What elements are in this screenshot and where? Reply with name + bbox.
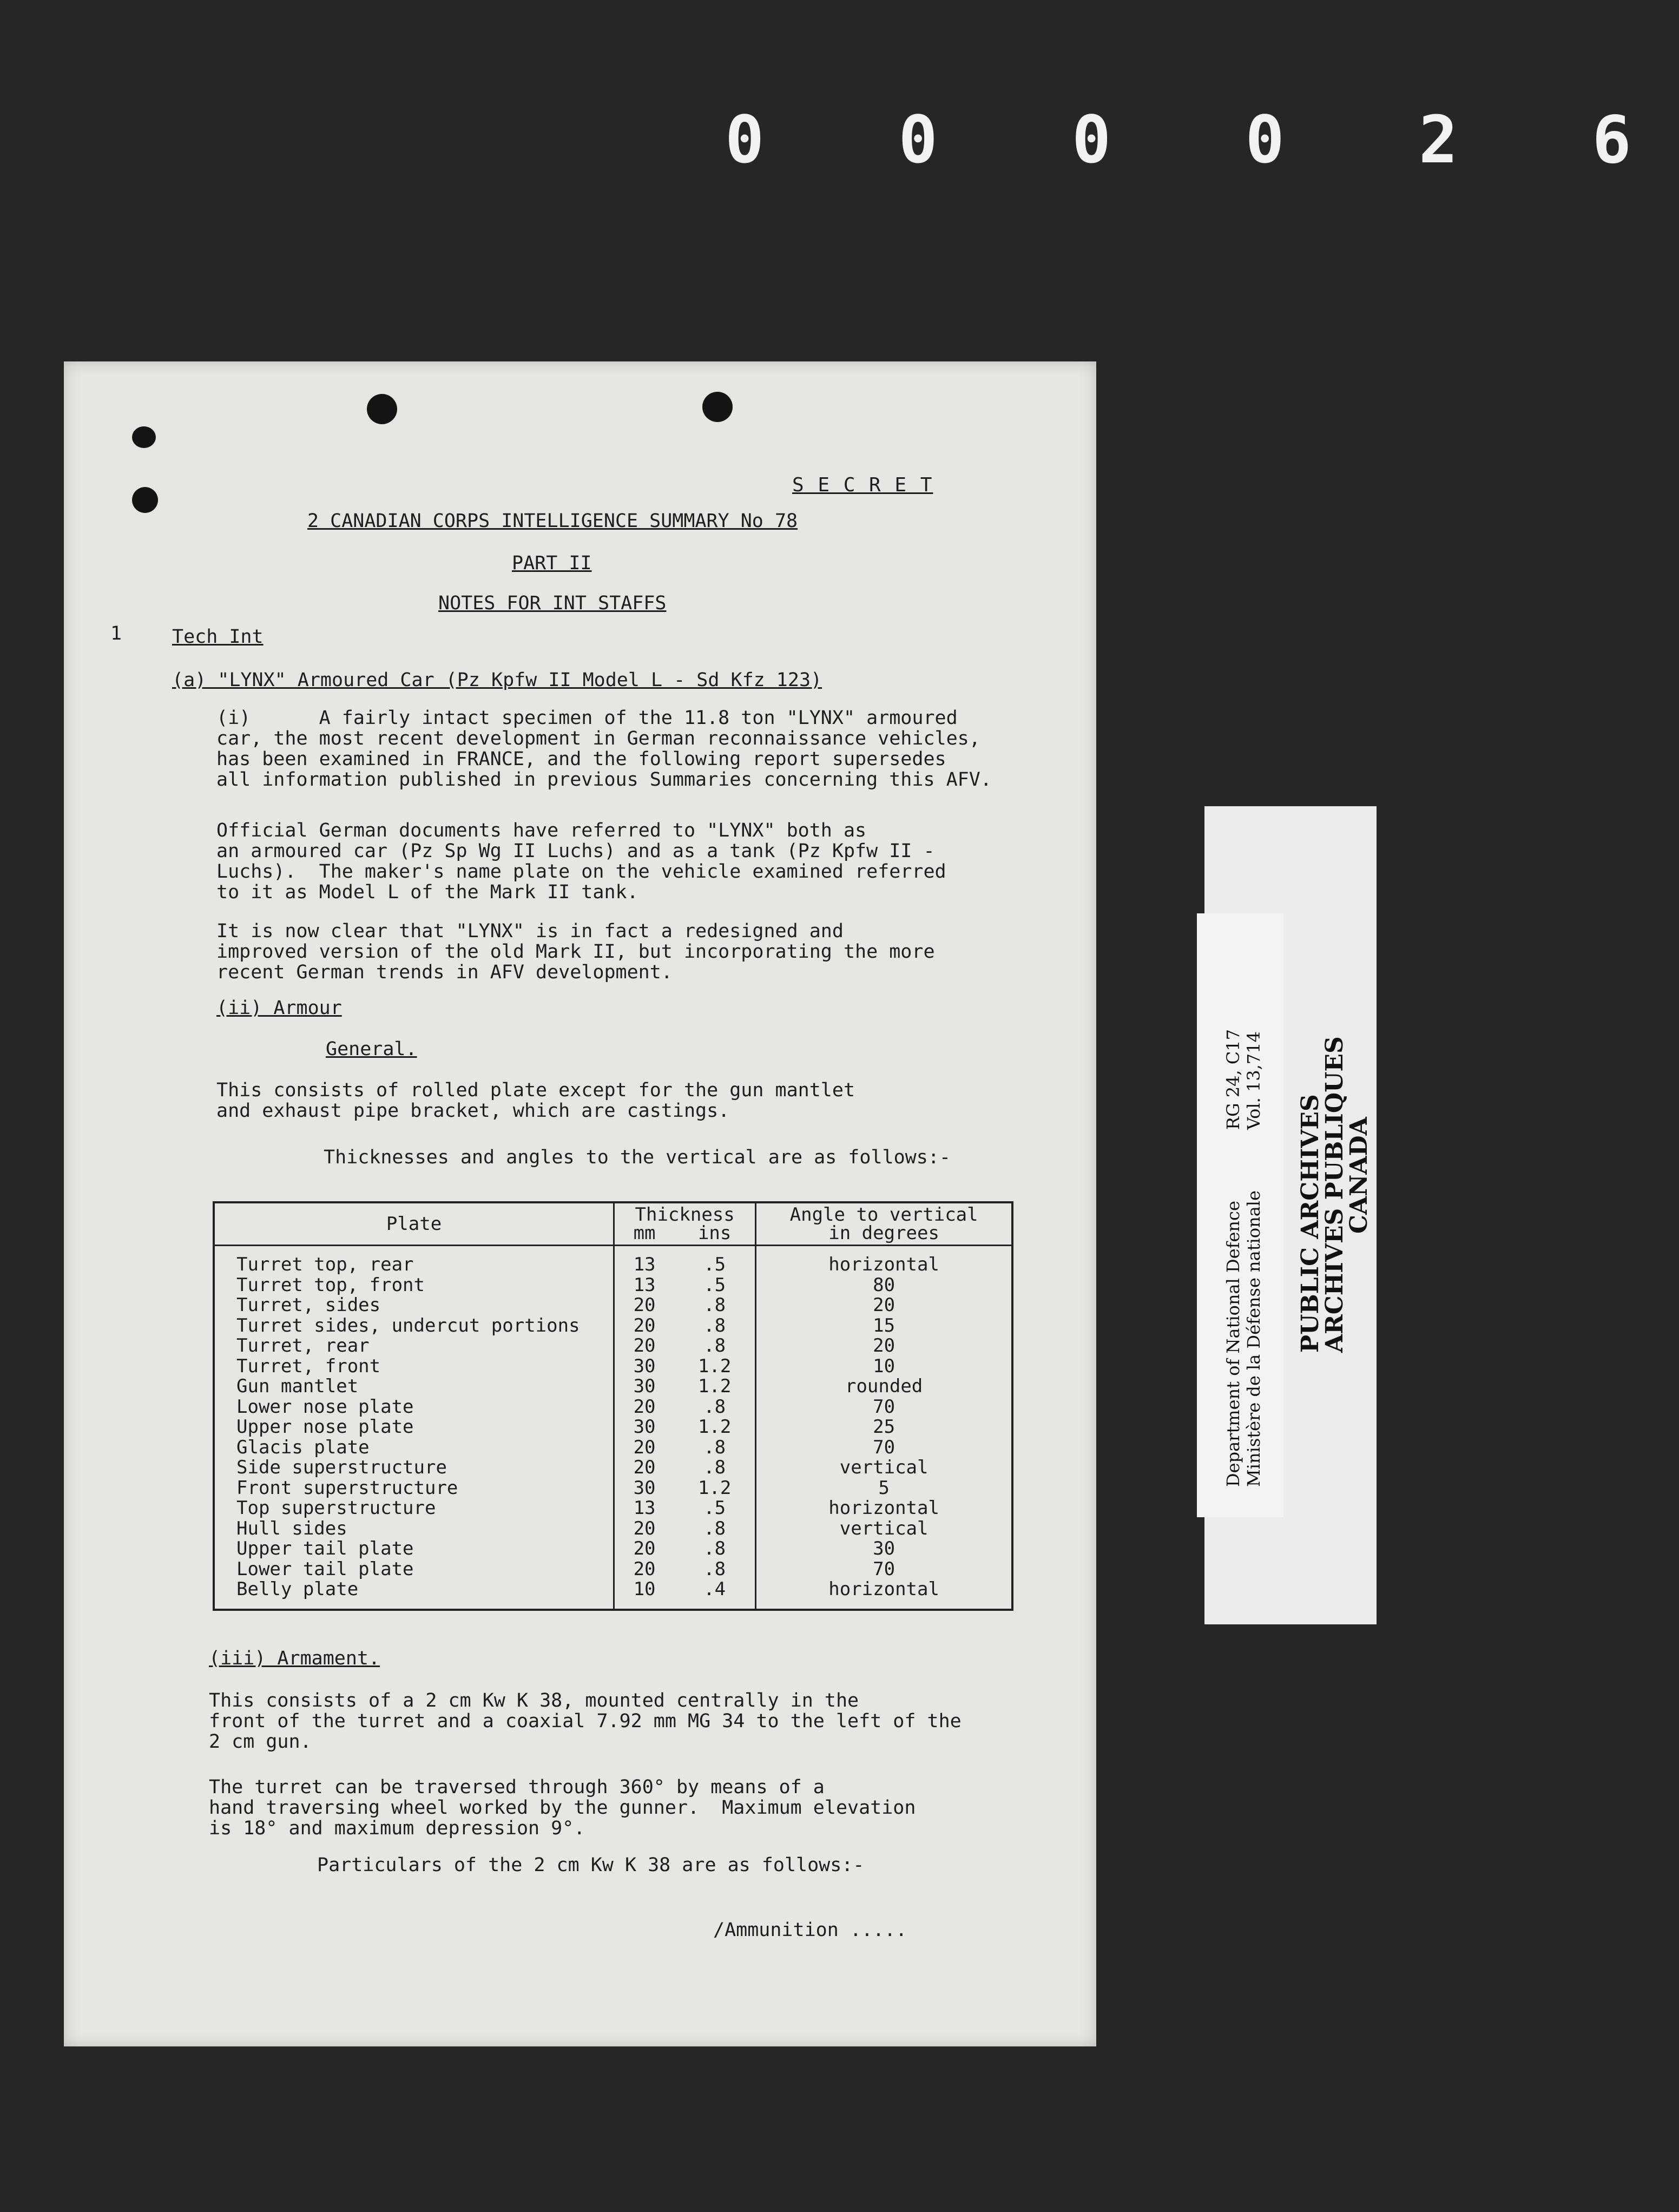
plate-cell: Belly plate (214, 1579, 614, 1610)
paragraph: This consists of a 2 cm Kw K 38, mounted centrally in the front of the turret and a coaxial 7.92 mm MG 34 to the left of the 2 cm gun. (209, 1690, 962, 1753)
ins-cell: .8 (674, 1295, 756, 1316)
mm-cell: 30 (614, 1357, 675, 1377)
ins-cell: 1.2 (674, 1417, 756, 1438)
mm-cell: 13 (614, 1275, 675, 1296)
mm-cell: 10 (614, 1579, 675, 1610)
mm-cell: 30 (614, 1478, 675, 1499)
angle-cell: horizontal (756, 1498, 1012, 1519)
ins-cell: .8 (674, 1458, 756, 1478)
paragraph: Official German documents have referred to "LYNX" both as an armoured car (Pz Sp Wg II Luchs) and as a tank (Pz Kpfw II - Luchs). The maker's name plate on the vehicle examined referred to it as Model L of the Mark II tank. (216, 820, 946, 903)
document-page (64, 361, 1096, 2046)
table-row (214, 1336, 1012, 1357)
mm-cell: 20 (614, 1559, 675, 1580)
plate-cell: Turret top, front (214, 1275, 614, 1296)
mm-cell: 13 (614, 1246, 675, 1275)
table-row (214, 1519, 1012, 1539)
angle-cell: 25 (756, 1417, 1012, 1438)
table-row (214, 1498, 1012, 1519)
plate-cell: Turret top, rear (214, 1246, 614, 1275)
table-row (214, 1357, 1012, 1377)
mm-cell: 20 (614, 1438, 675, 1458)
plate-cell: Upper nose plate (214, 1417, 614, 1438)
angle-cell: 20 (756, 1295, 1012, 1316)
table-row (214, 1397, 1012, 1418)
ins-cell: .5 (674, 1275, 756, 1296)
angle-cell: 10 (756, 1357, 1012, 1377)
mm-cell: 13 (614, 1498, 675, 1519)
plate-column-header: Plate (214, 1202, 614, 1246)
angle-cell: horizontal (756, 1246, 1012, 1275)
continuation-note: /Ammunition ..... (713, 1919, 907, 1941)
plate-cell: Side superstructure (214, 1458, 614, 1478)
plate-cell: Turret, sides (214, 1295, 614, 1316)
angle-cell: vertical (756, 1458, 1012, 1478)
mm-cell: 30 (614, 1377, 675, 1397)
archive-line: PUBLIC ARCHIVES (1296, 1094, 1324, 1353)
mm-cell: 30 (614, 1417, 675, 1438)
table-row (214, 1539, 1012, 1559)
table-row (214, 1438, 1012, 1458)
archive-line: ARCHIVES PUBLIQUES (1321, 1036, 1348, 1353)
plate-cell: Turret sides, undercut portions (214, 1316, 614, 1337)
classification-marking: S E C R E T (792, 474, 933, 496)
paragraph: The turret can be traversed through 360° by means of a hand traversing wheel worked by the gunner. Maximum elevation is 18° and maximum depression 9°. (209, 1776, 916, 1839)
plate-cell: Gun mantlet (214, 1377, 614, 1397)
document-text (64, 361, 1096, 2046)
table-row (214, 1246, 1012, 1275)
ins-cell: .8 (674, 1539, 756, 1559)
angle-cell: horizontal (756, 1579, 1012, 1610)
ins-column-header: ins (674, 1224, 756, 1246)
department-en: Department of National Defence (1223, 1201, 1243, 1487)
notes-heading: NOTES FOR INT STAFFS (438, 593, 667, 614)
paragraph: This consists of rolled plate except for the gun mantlet and exhaust pipe bracket, which are castings. (216, 1079, 855, 1122)
frame-number: 0 0 0 0 2 6 (725, 103, 1679, 178)
table-row (214, 1559, 1012, 1580)
plate-cell: Glacis plate (214, 1438, 614, 1458)
table-row (214, 1275, 1012, 1296)
table-row (214, 1316, 1012, 1337)
thickness-column-header: Thickness (614, 1202, 756, 1224)
plate-cell: Hull sides (214, 1519, 614, 1539)
part-heading: PART II (512, 552, 592, 574)
record-group: RG 24, C17 (1223, 1029, 1243, 1130)
ins-cell: .5 (674, 1498, 756, 1519)
paragraph: (i) A fairly intact specimen of the 11.8 ton "LYNX" armoured car, the most recent development in German reconnaissance vehicles, has been examined in FRANCE, and the following report supersedes all information published in previous Summaries concerning this AFV. (216, 707, 992, 791)
paragraph: Particulars of the 2 cm Kw K 38 are as follows:- (317, 1854, 865, 1876)
ins-cell: .8 (674, 1519, 756, 1539)
general-heading: General. (326, 1038, 417, 1060)
mm-cell: 20 (614, 1316, 675, 1337)
plate-cell: Front superstructure (214, 1478, 614, 1499)
ins-cell: .8 (674, 1438, 756, 1458)
department-fr: Ministère de la Défense nationale (1243, 1190, 1264, 1487)
armour-table (213, 1201, 1013, 1611)
ins-cell: .5 (674, 1246, 756, 1275)
armour-heading: (ii) Armour (216, 997, 342, 1019)
table-row (214, 1478, 1012, 1499)
table-row (214, 1295, 1012, 1316)
section-title: Tech Int (172, 626, 264, 648)
ins-cell: .8 (674, 1397, 756, 1418)
item-title: (a) "LYNX" Armoured Car (Pz Kpfw II Model L - Sd Kfz 123) (172, 669, 822, 691)
mm-cell: 20 (614, 1336, 675, 1357)
angle-cell: 70 (756, 1438, 1012, 1458)
angle-cell: 30 (756, 1539, 1012, 1559)
plate-cell: Turret, rear (214, 1336, 614, 1357)
angle-cell: 20 (756, 1336, 1012, 1357)
summary-title: 2 CANADIAN CORPS INTELLIGENCE SUMMARY No 78 (307, 510, 798, 532)
angle-cell: 80 (756, 1275, 1012, 1296)
ins-cell: .8 (674, 1316, 756, 1337)
plate-cell: Lower tail plate (214, 1559, 614, 1580)
reference-card (1197, 913, 1283, 1517)
paragraph: Thicknesses and angles to the vertical are as follows:- (324, 1147, 951, 1168)
table-row (214, 1458, 1012, 1478)
mm-cell: 20 (614, 1539, 675, 1559)
plate-cell: Lower nose plate (214, 1397, 614, 1418)
ins-cell: .8 (674, 1559, 756, 1580)
table-row (214, 1377, 1012, 1397)
angle-cell: vertical (756, 1519, 1012, 1539)
archive-line: CANADA (1345, 1117, 1373, 1234)
angle-cell: 70 (756, 1397, 1012, 1418)
angle-cell: 15 (756, 1316, 1012, 1337)
volume-number: Vol. 13,714 (1243, 1031, 1264, 1130)
mm-column-header: mm (614, 1224, 675, 1246)
mm-cell: 20 (614, 1458, 675, 1478)
angle-cell: 5 (756, 1478, 1012, 1499)
mm-cell: 20 (614, 1519, 675, 1539)
ins-cell: .4 (674, 1579, 756, 1610)
armament-heading: (iii) Armament. (209, 1648, 380, 1669)
ins-cell: 1.2 (674, 1357, 756, 1377)
plate-cell: Top superstructure (214, 1498, 614, 1519)
section-number: 1 (110, 623, 122, 644)
table-row (214, 1417, 1012, 1438)
angle-column-header: Angle to vertical in degrees (756, 1202, 1012, 1246)
ins-cell: .8 (674, 1336, 756, 1357)
angle-cell: 70 (756, 1559, 1012, 1580)
paragraph: It is now clear that "LYNX" is in fact a redesigned and improved version of the old Mark II, but incorporating the more recent German trends in AFV development. (216, 920, 935, 983)
table-row (214, 1579, 1012, 1610)
ins-cell: 1.2 (674, 1478, 756, 1499)
mm-cell: 20 (614, 1397, 675, 1418)
mm-cell: 20 (614, 1295, 675, 1316)
angle-cell: rounded (756, 1377, 1012, 1397)
plate-cell: Upper tail plate (214, 1539, 614, 1559)
ins-cell: 1.2 (674, 1377, 756, 1397)
plate-cell: Turret, front (214, 1357, 614, 1377)
